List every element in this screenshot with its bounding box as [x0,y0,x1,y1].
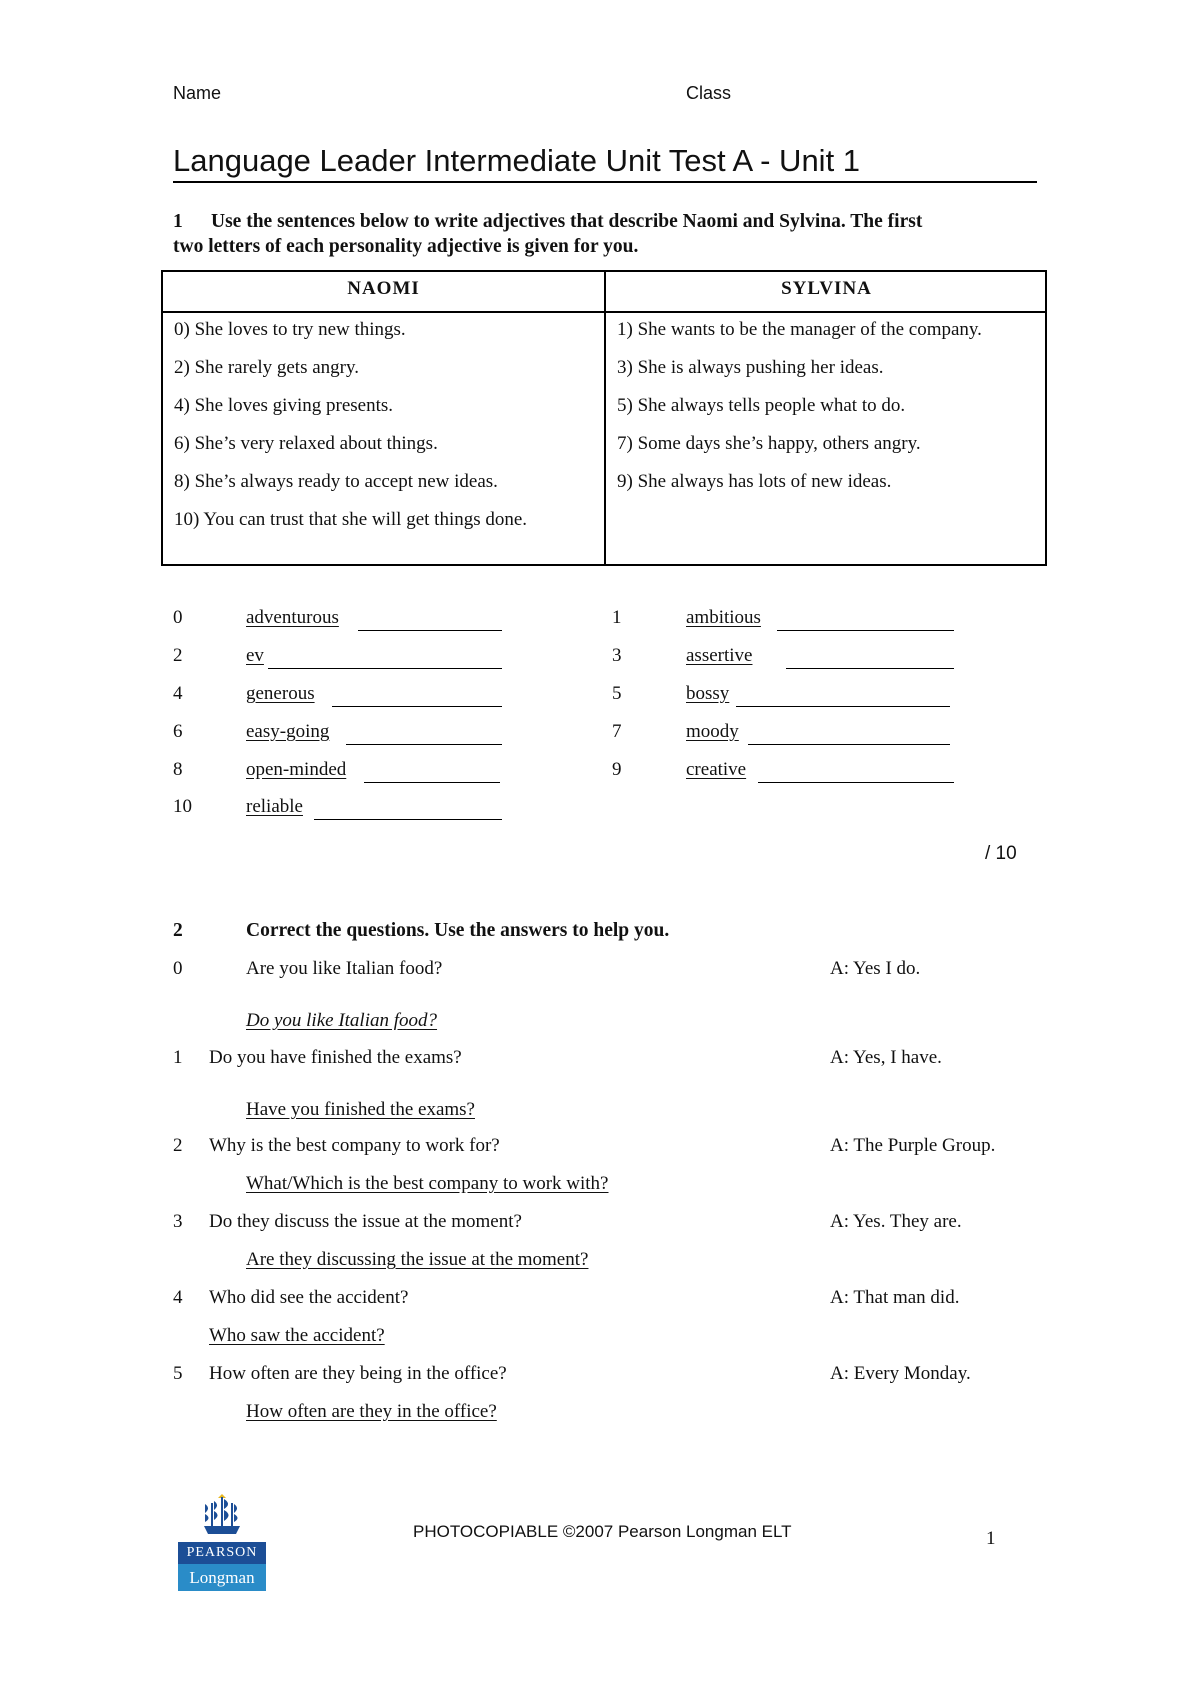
q2-question: Are you like Italian food? [246,958,443,979]
answer-number: 9 [612,759,622,780]
answer-word: ambitious [686,607,761,628]
q1-instruction-line2: two letters of each personality adjective is given for you. [173,236,639,257]
naomi-sentence: 0) She loves to try new things. [174,319,406,340]
answer-word: bossy [686,683,730,704]
q2-item-number: 3 [173,1211,183,1232]
sentences-table [161,270,1047,566]
q2-correction: How often are they in the office? [246,1401,497,1422]
answer-blank [786,668,954,669]
naomi-sentence: 6) She’s very relaxed about things. [174,433,438,454]
q2-correction: Have you finished the exams? [246,1099,475,1120]
answer-blank [364,782,500,783]
answer-word: reliable [246,796,303,817]
answer-blank [736,706,950,707]
sylvina-sentence: 1) She wants to be the manager of the company. [617,319,982,340]
answer-word: creative [686,759,747,780]
q2-question: Do you have finished the exams? [209,1047,462,1068]
q2-answer: A: Every Monday. [830,1363,971,1384]
answer-number: 10 [173,796,192,817]
q2-number: 2 [173,920,183,941]
q2-answer: A: Yes I do. [830,958,921,979]
sylvina-sentence: 3) She is always pushing her ideas. [617,357,884,378]
q2-answer: A: That man did. [830,1287,960,1308]
answer-blank [358,630,502,631]
q2-item-number: 5 [173,1363,183,1384]
q1-number: 1 [173,211,183,232]
ship-icon [202,1492,242,1538]
copyright-notice: PHOTOCOPIABLE ©2007 Pearson Longman ELT [413,1522,792,1541]
q2-item-number: 1 [173,1047,183,1068]
sylvina-sentence: 9) She always has lots of new ideas. [617,471,892,492]
naomi-sentence: 4) She loves giving presents. [174,395,394,416]
q2-question: How often are they being in the office? [209,1363,507,1384]
q2-item-number: 0 [173,958,183,979]
answer-number: 1 [612,607,622,628]
q1-score: / 10 [985,843,1017,864]
q2-question: Why is the best company to work for? [209,1135,500,1156]
naomi-sentence: 10) You can trust that she will get things done. [174,509,528,530]
q2-correction: Who saw the accident? [209,1325,385,1346]
q2-correction: Are they discussing the issue at the moment? [246,1249,589,1270]
answer-blank [777,630,954,631]
q2-correction: Do you like Italian food? [246,1010,438,1031]
answer-word: adventurous [246,607,339,628]
name-label: Name [173,83,222,103]
q1-instruction-line1: Use the sentences below to write adjectives that describe Naomi and Sylvina. The first [211,211,923,232]
q1-instruction [173,209,922,259]
answer-blank [758,782,954,783]
q2-answer: A: Yes, I have. [830,1047,942,1068]
answer-word: assertive [686,645,753,666]
answer-word: ev [246,645,264,666]
class-label: Class [686,83,732,103]
answer-number: 8 [173,759,183,780]
answer-blank [268,668,502,669]
page-number: 1 [986,1528,996,1549]
naomi-sentence: 2) She rarely gets angry. [174,357,360,378]
logo-pearson-text: PEARSON [178,1542,266,1564]
table-column-divider [604,272,606,564]
q2-item-number: 2 [173,1135,183,1156]
answer-number: 2 [173,645,183,666]
sylvina-column [617,317,982,507]
naomi-sentence: 8) She’s always ready to accept new ideas. [174,471,498,492]
sylvina-sentence: 5) She always tells people what to do. [617,395,906,416]
sylvina-sentence: 7) Some days she’s happy, others angry. [617,433,921,454]
answer-number: 0 [173,607,183,628]
answer-blank [314,819,502,820]
answer-number: 6 [173,721,183,742]
page-title: Language Leader Intermediate Unit Test A - Unit 1 [173,143,861,178]
answer-number: 5 [612,683,622,704]
answer-word: easy-going [246,721,330,742]
q2-instruction: Correct the questions. Use the answers to help you. [246,920,670,941]
q2-question: Who did see the accident? [209,1287,409,1308]
naomi-header: NAOMI [347,278,420,299]
q2-answer: A: Yes. They are. [830,1211,962,1232]
logo-longman-text: Longman [178,1564,266,1591]
answer-blank [346,744,502,745]
table-header-divider [163,311,1045,313]
answer-number: 7 [612,721,622,742]
answer-number: 4 [173,683,183,704]
q2-answer: A: The Purple Group. [830,1135,996,1156]
answer-word: open-minded [246,759,347,780]
logo-ship-area [178,1488,266,1542]
title-rule [173,181,1037,183]
q2-correction: What/Which is the best company to work with? [246,1173,609,1194]
answer-blank [748,744,950,745]
answer-word: moody [686,721,739,742]
sylvina-header: SYLVINA [781,278,872,299]
answer-number: 3 [612,645,622,666]
pearson-longman-logo [178,1488,266,1591]
q2-question: Do they discuss the issue at the moment? [209,1211,522,1232]
q2-item-number: 4 [173,1287,183,1308]
answer-word: generous [246,683,315,704]
answer-blank [332,706,502,707]
naomi-column [174,317,527,545]
